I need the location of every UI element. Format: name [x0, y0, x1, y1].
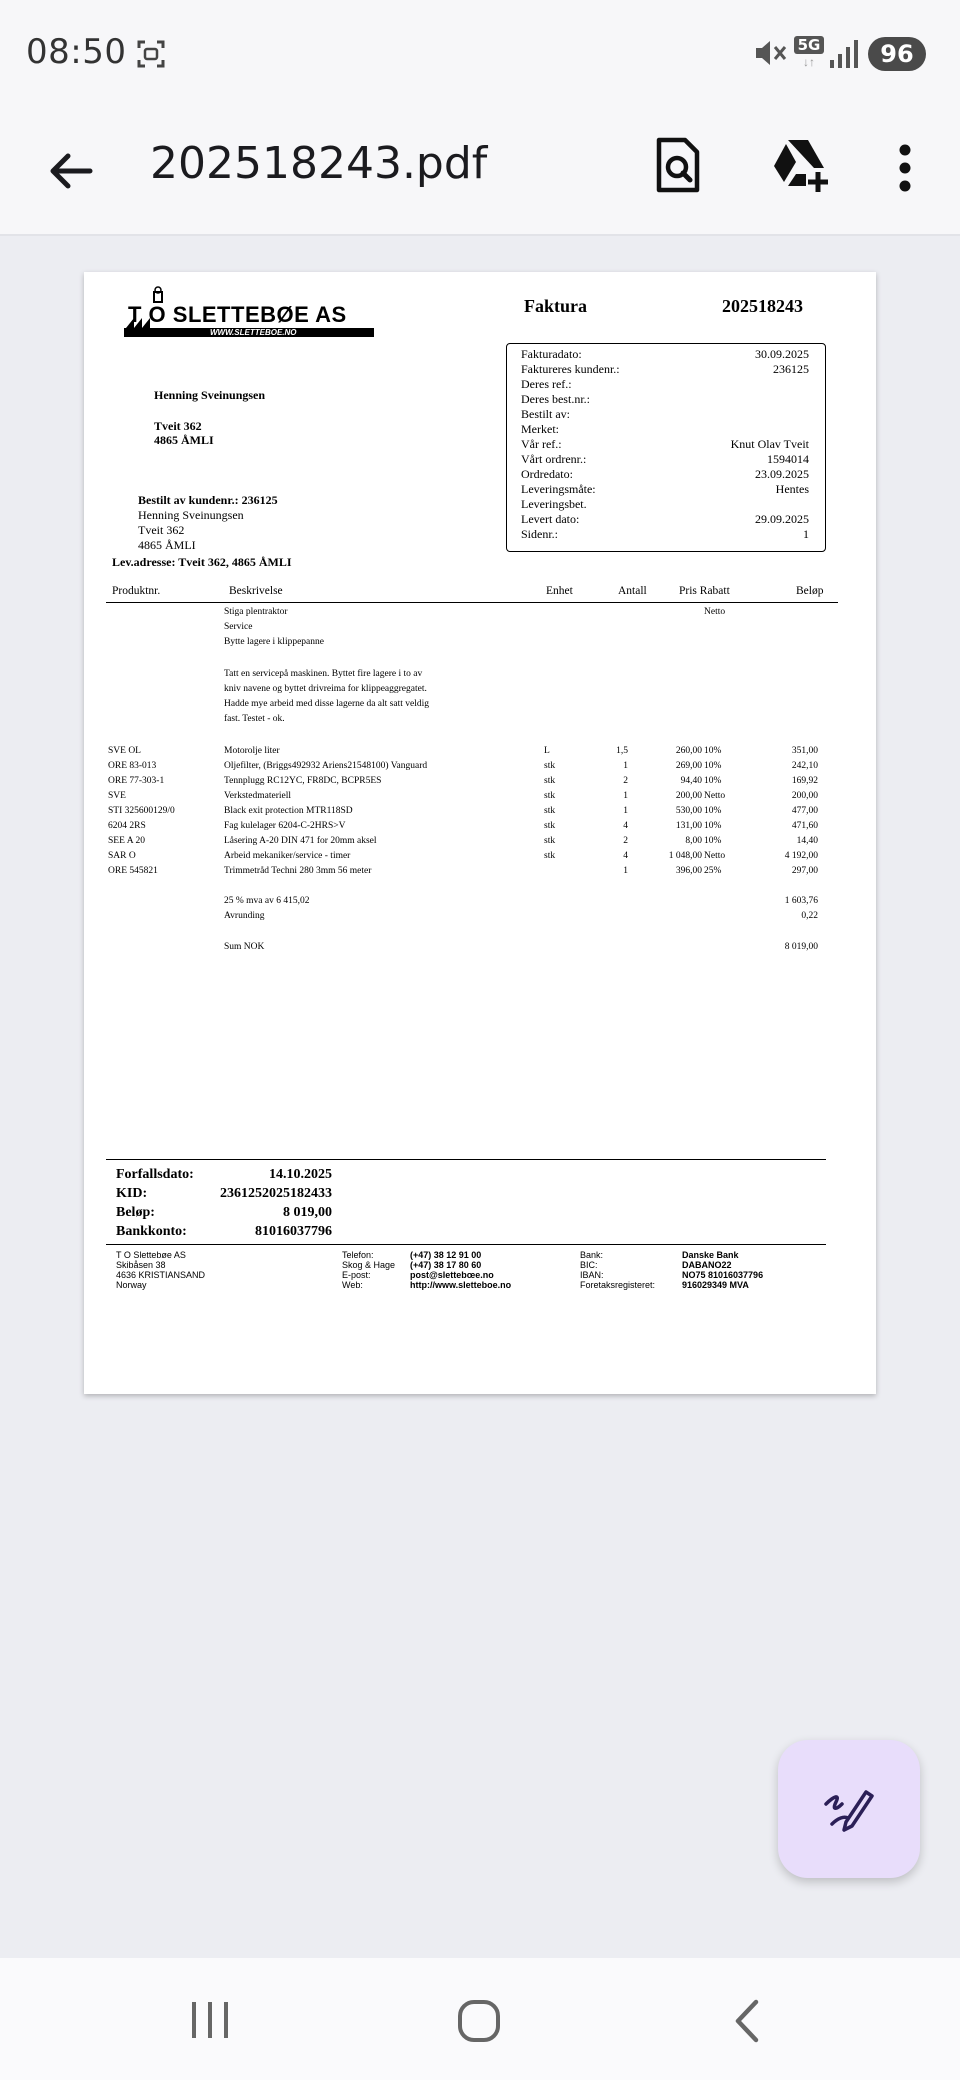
header-amount: Beløp: [796, 585, 824, 597]
info-row: Vår ref.: Knut Olav Tveit: [521, 437, 809, 451]
screenshot-icon: [135, 38, 167, 70]
payment-label: Beløp:: [116, 1205, 155, 1220]
info-row: Fakturadato: 30.09.2025: [521, 347, 809, 361]
table-row: 6204 2RS Fag kulelager 6204-C-2HRS>V stk 4 131,00 10% 471,60: [108, 821, 818, 831]
table-row: ORE 77-303-1 Tennplugg RC12YC, FR8DC, BCPR5ES stk 2 94,40 10% 169,92: [108, 776, 818, 786]
table-row: ORE 545821 Trimmetråd Techni 280 3mm 56 meter 1 396,00 25% 297,00: [108, 866, 818, 876]
drive-add-icon[interactable]: [770, 136, 830, 194]
logo-url: WWW.SLETTEBOE.NO: [210, 328, 297, 337]
status-bar: [0, 0, 960, 110]
payment-value: 2361252025182433: [220, 1186, 332, 1201]
payment-value: 81016037796: [255, 1224, 332, 1239]
delivery-address: Lev.adresse: Tveit 362, 4865 ÅMLI: [112, 555, 292, 569]
intro-netto: Netto: [704, 607, 726, 617]
header-price-discount: Pris Rabatt: [679, 585, 730, 597]
info-row: Bestilt av:: [521, 407, 570, 421]
pdf-viewer[interactable]: [0, 236, 960, 1958]
search-document-icon[interactable]: [655, 136, 701, 194]
table-row: ORE 83-013 Oljefilter, (Briggs492932 Ariens21548100) Vanguard stk 1 269,00 10% 242,10: [108, 761, 818, 771]
mute-icon: [752, 36, 788, 70]
payment-divider-top: [106, 1159, 826, 1160]
footer-bank-labels: Bank: BIC: IBAN: Foretaksregisteret:: [580, 1250, 656, 1290]
info-row: Ordredato: 23.09.2025: [521, 467, 809, 481]
header-unit: Enhet: [546, 585, 573, 597]
payment-label: Bankkonto:: [116, 1224, 187, 1239]
intro-line: kniv navene og byttet drivreima for klippeaggregatet.: [224, 684, 427, 694]
footer: [84, 1248, 876, 1298]
edit-pen-icon: [822, 1784, 876, 1834]
intro-line: Tatt en servicepå maskinen. Byttet fire lagere i to av: [224, 669, 423, 679]
intro-line: Bytte lagere i klippepanne: [224, 637, 324, 647]
ordered-by-name: Henning Sveinungsen: [138, 508, 244, 522]
footer-contact-labels: Telefon: Skog & Hage E-post: Web:: [342, 1250, 396, 1290]
info-row: Faktureres kundenr.: 236125: [521, 362, 809, 376]
info-row: Vårt ordrenr.: 1594014: [521, 452, 809, 466]
header-qty: Antall: [618, 585, 647, 597]
recipient-street: Tveit 362: [154, 419, 202, 433]
table-row: SVE OL Motorolje liter L 1,5 260,00 10% 351,00: [108, 746, 818, 756]
intro-line: fast. Testet - ok.: [224, 714, 285, 724]
back-icon[interactable]: [730, 1998, 764, 2044]
recipient-name: Henning Sveinungsen: [154, 388, 266, 402]
header-divider: [106, 602, 838, 603]
payment-label: Forfallsdato:: [116, 1167, 194, 1182]
signal-icon: [828, 38, 860, 70]
home-icon[interactable]: [456, 1998, 502, 2044]
header-description: Beskrivelse: [229, 585, 283, 597]
summary-row: Avrunding 0,22: [224, 911, 818, 921]
payment-label: KID:: [116, 1186, 148, 1201]
network-label: 5G: [794, 36, 824, 54]
app-bar: [0, 110, 960, 236]
payment-value: 14.10.2025: [269, 1167, 332, 1182]
info-row: Deres best.nr.:: [521, 392, 590, 406]
table-row: SVE Verkstedmateriell stk 1 200,00 Netto 200,00: [108, 791, 818, 801]
ordered-by-street: Tveit 362: [138, 523, 185, 537]
footer-address: T O Slettebøe AS Skibåsen 38 4636 KRISTIANSAND Norway: [116, 1250, 206, 1290]
table-row: SEE A 20 Låsering A-20 DIN 471 for 20mm aksel stk 2 8,00 10% 14,40: [108, 836, 818, 846]
company-logo: [124, 284, 382, 346]
summary-row: 25 % mva av 6 415,02 1 603,76: [224, 896, 818, 906]
status-time: 08:50: [26, 32, 127, 72]
info-row: Leveringsbet.: [521, 497, 587, 511]
network-5g-icon: 5G ↓↑: [794, 36, 824, 72]
info-row: Leveringsmåte: Hentes: [521, 482, 809, 496]
edit-fab-button[interactable]: [778, 1740, 920, 1878]
more-vert-icon[interactable]: [890, 140, 920, 196]
footer-bank-values: Danske Bank DABANO22 NO75 81016037796 916029349 MVA: [682, 1250, 764, 1290]
back-arrow-icon[interactable]: [46, 146, 96, 196]
recipient-city: 4865 ÅMLI: [154, 433, 214, 447]
payment-divider-bottom: [106, 1244, 826, 1245]
table-row: STI 325600129/0 Black exit protection MTR118SD stk 1 530,00 10% 477,00: [108, 806, 818, 816]
doc-type: Faktura: [524, 296, 587, 316]
ordered-by-city: 4865 ÅMLI: [138, 538, 196, 552]
invoice-number: 202518243: [722, 296, 803, 316]
invoice-info-box: [506, 343, 826, 552]
info-row: Levert dato: 29.09.2025: [521, 512, 809, 526]
info-row: Deres ref.:: [521, 377, 572, 391]
payment-value: 8 019,00: [283, 1205, 332, 1220]
header-product: Produktnr.: [112, 585, 161, 597]
intro-line: Hadde mye arbeid med disse lagerne da alt satt veldig: [224, 699, 429, 709]
logo-text: T O SLETTEBØE AS: [128, 302, 347, 327]
system-nav-bar: [0, 1958, 960, 2080]
footer-contact-values: (+47) 38 12 91 00 (+47) 38 17 80 60 post@slettebœe.no http://www.sletteboe.no: [410, 1250, 512, 1290]
summary-row: Sum NOK 8 019,00: [224, 942, 818, 952]
table-row: SAR O Arbeid mekaniker/service - timer stk 4 1 048,00 Netto 4 192,00: [108, 851, 818, 861]
intro-line: Service: [224, 622, 253, 632]
intro-line: Stiga plentraktor: [224, 607, 288, 617]
info-row: Sidenr.: 1: [521, 527, 809, 541]
info-row: Merket:: [521, 422, 559, 436]
document-title: 202518243.pdf: [150, 138, 488, 189]
battery-indicator: 96: [868, 37, 926, 71]
recents-icon[interactable]: [188, 1998, 232, 2042]
pdf-page: [84, 272, 876, 1394]
table-header: [84, 585, 876, 600]
ordered-by-heading: Bestilt av kundenr.: 236125: [138, 493, 278, 507]
